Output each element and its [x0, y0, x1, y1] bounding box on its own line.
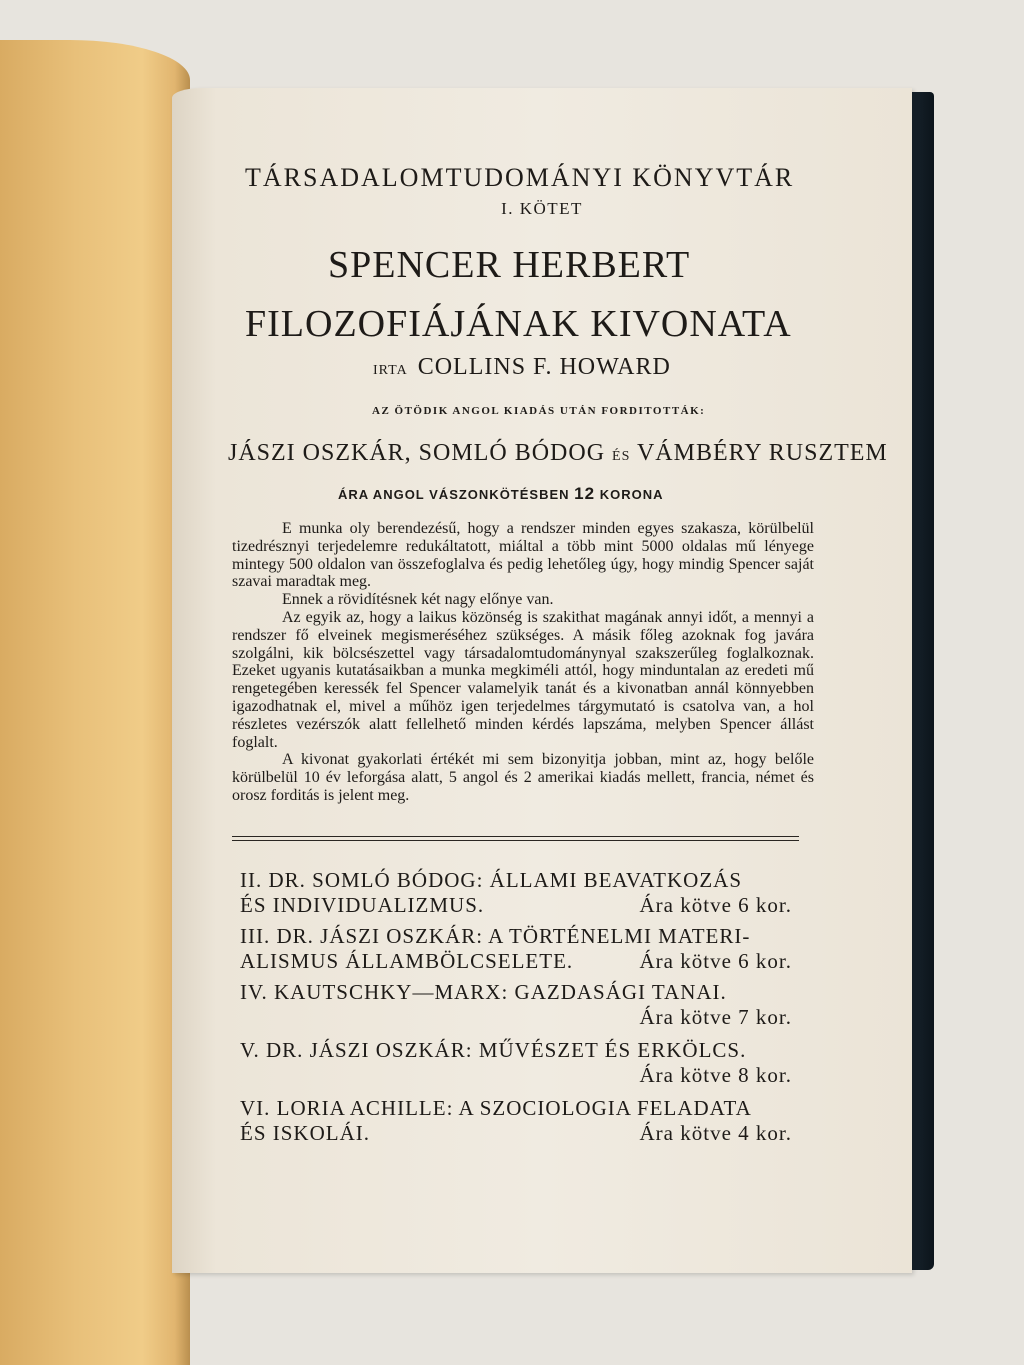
series-title: TÁRSADALOMTUDOMÁNYI KÖNYVTÁR: [245, 163, 795, 192]
volume-entry-title: IV. KAUTSCHKY—MARX: GAZDASÁGI TANAI.: [240, 980, 727, 1004]
divider-rule-bottom: [232, 840, 799, 841]
volume-entry-row: [240, 1063, 812, 1088]
volume-entry-5: [240, 1038, 812, 1088]
book-title-line-1: SPENCER HERBERT: [328, 244, 691, 286]
author-prefix: IRTA: [373, 363, 408, 378]
description-paragraph: A kivonat gyakorlati értékét mi sem bizonyitja jobban, mint az, hogy belőle körülbelül 10 év leforgása alatt, 5 angol és 2 amerikai kiadás mellett, francia, német és orosz forditás is jelent meg.: [232, 751, 814, 804]
volume-entry-price: Ára kötve 6 kor.: [639, 893, 792, 917]
volume-entry-4: [240, 980, 812, 1030]
price-line: [338, 484, 663, 504]
translators-and: ÉS: [612, 449, 631, 464]
volume-entry-2: [240, 868, 812, 918]
volume-entry-subtitle: ÉS INDIVIDUALIZMUS.: [240, 893, 485, 917]
volume-entry-price: Ára kötve 7 kor.: [639, 1005, 792, 1029]
volume-entry-title: VI. LORIA ACHILLE: A SZOCIOLOGIA FELADATA: [240, 1096, 752, 1120]
price-prefix: ÁRA ANGOL VÁSZONKÖTÉSBEN: [338, 487, 570, 502]
translation-note: AZ ÖTÖDIK ANGOL KIADÁS UTÁN FORDITOTTÁK:: [372, 405, 706, 417]
translators-last: VÁMBÉRY RUSZTEM: [636, 440, 888, 466]
volume-entry-subtitle: ÉS ISKOLÁI.: [240, 1121, 370, 1145]
author-name: COLLINS F. HOWARD: [417, 354, 671, 380]
volume-entry-row: [240, 1005, 812, 1030]
description-paragraph: Az egyik az, hogy a laikus közönség is szakithat magának annyi időt, a mennyi a rendszer fő elveinek megismeréséhez szükséges. A másik főleg azoknak fog javára szolgálni, kik bölcsészettel vagy társadalomtudománynyal szakszerűleg foglalkoznak. Ezeket ugyanis kutatásaikban a munka megkiméli attól, hogy minduntalan az eredeti mű rengetegében keressék fel Spencer valamelyik tanát és a kivonatban annál könnyebben igazodhatnak el, mivel a műhöz igen terjedelmes tárgymutató is csatolva van, a hol részletes vezérszók alatt fellelhető minden kérdés lapszáma, melyben Spencer állást foglalt.: [232, 608, 814, 751]
book-title-line-2: FILOZOFIÁJÁNAK KIVONATA: [245, 303, 792, 345]
volume-entry-title: III. DR. JÁSZI OSZKÁR: A TÖRTÉNELMI MATERI-: [240, 924, 751, 948]
price-number: 12: [574, 484, 596, 503]
volume-entry-price: Ára kötve 6 kor.: [639, 949, 792, 973]
author-line: [373, 354, 671, 381]
volume-label: I. KÖTET: [501, 199, 583, 218]
volume-entry-row: [240, 949, 812, 974]
volume-entry-subtitle: ALISMUS ÁLLAMBÖLCSELETE.: [240, 949, 574, 973]
description-paragraph: Ennek a rövidítésnek két nagy előnye van.: [282, 591, 554, 609]
description-paragraph: E munka oly berendezésű, hogy a rendszer minden egyes szakasza, körülbelül tizedrésznyi terjedelemre redukáltatott, miáltal a több mint 5000 oldalas mű lényege mintegy 500 oldalon van összefoglalva és pedig lehetőleg úgy, hogy mindig Spencer saját szavai maradtak meg.: [232, 520, 814, 591]
volume-entry-6: [240, 1096, 812, 1146]
volume-entry-3: [240, 924, 812, 974]
left-page-edge: [0, 40, 190, 1365]
translators-line: [228, 440, 888, 467]
volume-entry-row: [240, 893, 812, 918]
volume-entry-price: Ára kötve 4 kor.: [639, 1121, 792, 1145]
price-suffix: KORONA: [599, 487, 664, 502]
volume-entry-price: Ára kötve 8 kor.: [639, 1063, 792, 1087]
description-block: [232, 520, 814, 805]
volume-list: [240, 868, 812, 1146]
translators-first: JÁSZI OSZKÁR, SOMLÓ BÓDOG: [228, 440, 606, 466]
divider-rule-top: [232, 836, 799, 837]
volume-entry-row: [240, 1121, 812, 1146]
volume-entry-title: V. DR. JÁSZI OSZKÁR: MŰVÉSZET ÉS ERKÖLCS.: [240, 1038, 747, 1062]
volume-entry-title: II. DR. SOMLÓ BÓDOG: ÁLLAMI BEAVATKOZÁS: [240, 868, 742, 892]
